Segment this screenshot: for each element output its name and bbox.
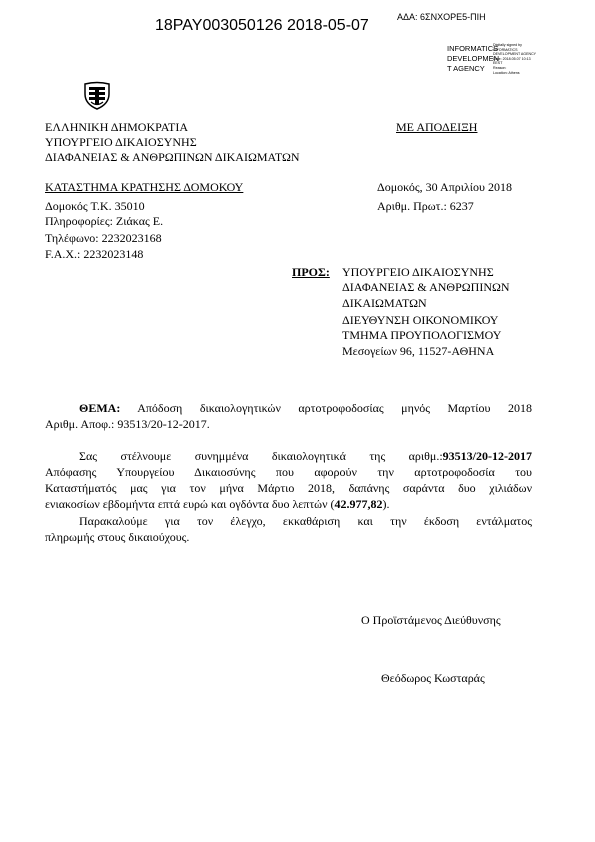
informatics-line: DEVELOPMEN [447,54,500,63]
subject-text: Απόδοση δικαιολογητικών αρτοτροφοδοσίας μηνός Μαρτίου 2018 [137,401,532,415]
sender-info: Πληροφορίες: Ζιάκας Ε. [45,214,164,228]
decision-number: 93513/20-12-2017 [442,449,532,463]
body-text: ). [382,497,390,511]
sender-phone: Τηλέφωνο: 2232023168 [45,231,162,245]
signature-detail: Digitally signed by [493,43,522,47]
body-line [79,449,532,464]
sender-office: ΚΑΤΑΣΤΗΜΑ ΚΡΑΤΗΣΗΣ ΔΟΜΟΚΟΥ [45,180,244,194]
subject-decision: Αριθμ. Αποφ.: 93513/20-12-2017. [45,417,210,431]
body-line: Απόφασης Υπουργείου Δικαιοσύνης που αφορούν την αρτοτροφοδοσία του [45,465,532,479]
recipient-line: ΔΙΕΥΘΥΝΣΗ ΟΙΚΟΝΟΜΙΚΟΥ [342,313,499,327]
signature-detail: Reason: [493,65,507,70]
signature-detail: EEST [493,61,503,66]
body-line: πληρωμής στους δικαιούχους. [45,530,190,544]
header-ministry-sub: ΔΙΑΦΑΝΕΙΑΣ & ΑΝΘΡΩΠΙΝΩΝ ΔΙΚΑΙΩΜΑΤΩΝ [45,150,300,164]
ada-code: ΑΔΑ: 6ΣΝΧΟΡΕ5-ΠΙΗ [397,12,486,22]
recipient-line: ΔΙΑΦΑΝΕΙΑΣ & ΑΝΘΡΩΠΙΝΩΝ [342,280,510,294]
letter-date: Δομοκός, 30 Απριλίου 2018 [377,180,512,194]
informatics-line: T AGENCY [447,64,485,73]
recipient-line: ΔΙΚΑΙΩΜΑΤΩΝ [342,296,427,310]
body-line: Καταστήματός μας για τον μήνα Μάρτιο 2018, δαπάνης σαράντα δυο χιλιάδων [45,481,532,495]
barcode-text: 18PAY003050126 2018-05-07 [155,17,369,34]
protocol-number: Αριθμ. Πρωτ.: 6237 [377,199,474,213]
receipt-label: ΜΕ ΑΠΟΔΕΙΞΗ [396,120,478,134]
recipient-line: Μεσογείων 96, 11527-ΑΘΗΝΑ [342,344,495,358]
sender-address: Δομοκός Τ.Κ. 35010 [45,199,145,213]
subject-label: ΘΕΜΑ: [79,401,121,415]
header-ministry: ΥΠΟΥΡΓΕΙΟ ΔΙΚΑΙΟΣΥΝΗΣ [45,135,197,149]
signature-detail: DEVELOPMENT AGENCY [493,52,537,57]
body-text: Σας στέλνουμε συνημμένα δικαιολογητικά της αριθμ.: [79,449,443,463]
signature-detail: Date: 2018.05.07 10:13 [493,56,531,61]
body-line: Παρακαλούμε για τον έλεγχο, εκκαθάριση και την έκδοση εντάλματος [79,514,532,528]
recipient-line: ΤΜΗΜΑ ΠΡΟΥΠΟΛΟΓΙΣΜΟΥ [342,328,502,342]
amount: 42.977,82 [334,497,383,511]
greek-emblem-icon [82,80,112,110]
sender-fax: F.A.X.: 2232023148 [45,247,144,261]
recipient-line: ΥΠΟΥΡΓΕΙΟ ΔΙΚΑΙΟΣΥΝΗΣ [342,265,494,279]
digital-signature-details [493,43,553,75]
body-line [45,497,390,512]
informatics-agency-label [447,44,499,74]
informatics-line: INFORMATICS [447,44,499,53]
subject-line [79,401,532,416]
signatory-name: Θεόδωρος Κωσταράς [381,671,485,685]
signature-detail: Location: Athens [493,70,520,75]
signatory-title: Ο Προϊστάμενος Διεύθυνσης [361,613,501,627]
signature-detail: INFORMATICS [493,47,518,52]
header-republic: ΕΛΛΗΝΙΚΗ ΔΗΜΟΚΡΑΤΙΑ [45,120,189,134]
body-text: ενιακοσίων εβδομήντα επτά ευρώ και ογδόντα δυο λεπτών ( [45,497,335,511]
recipient-label: ΠΡΟΣ: [292,265,330,279]
